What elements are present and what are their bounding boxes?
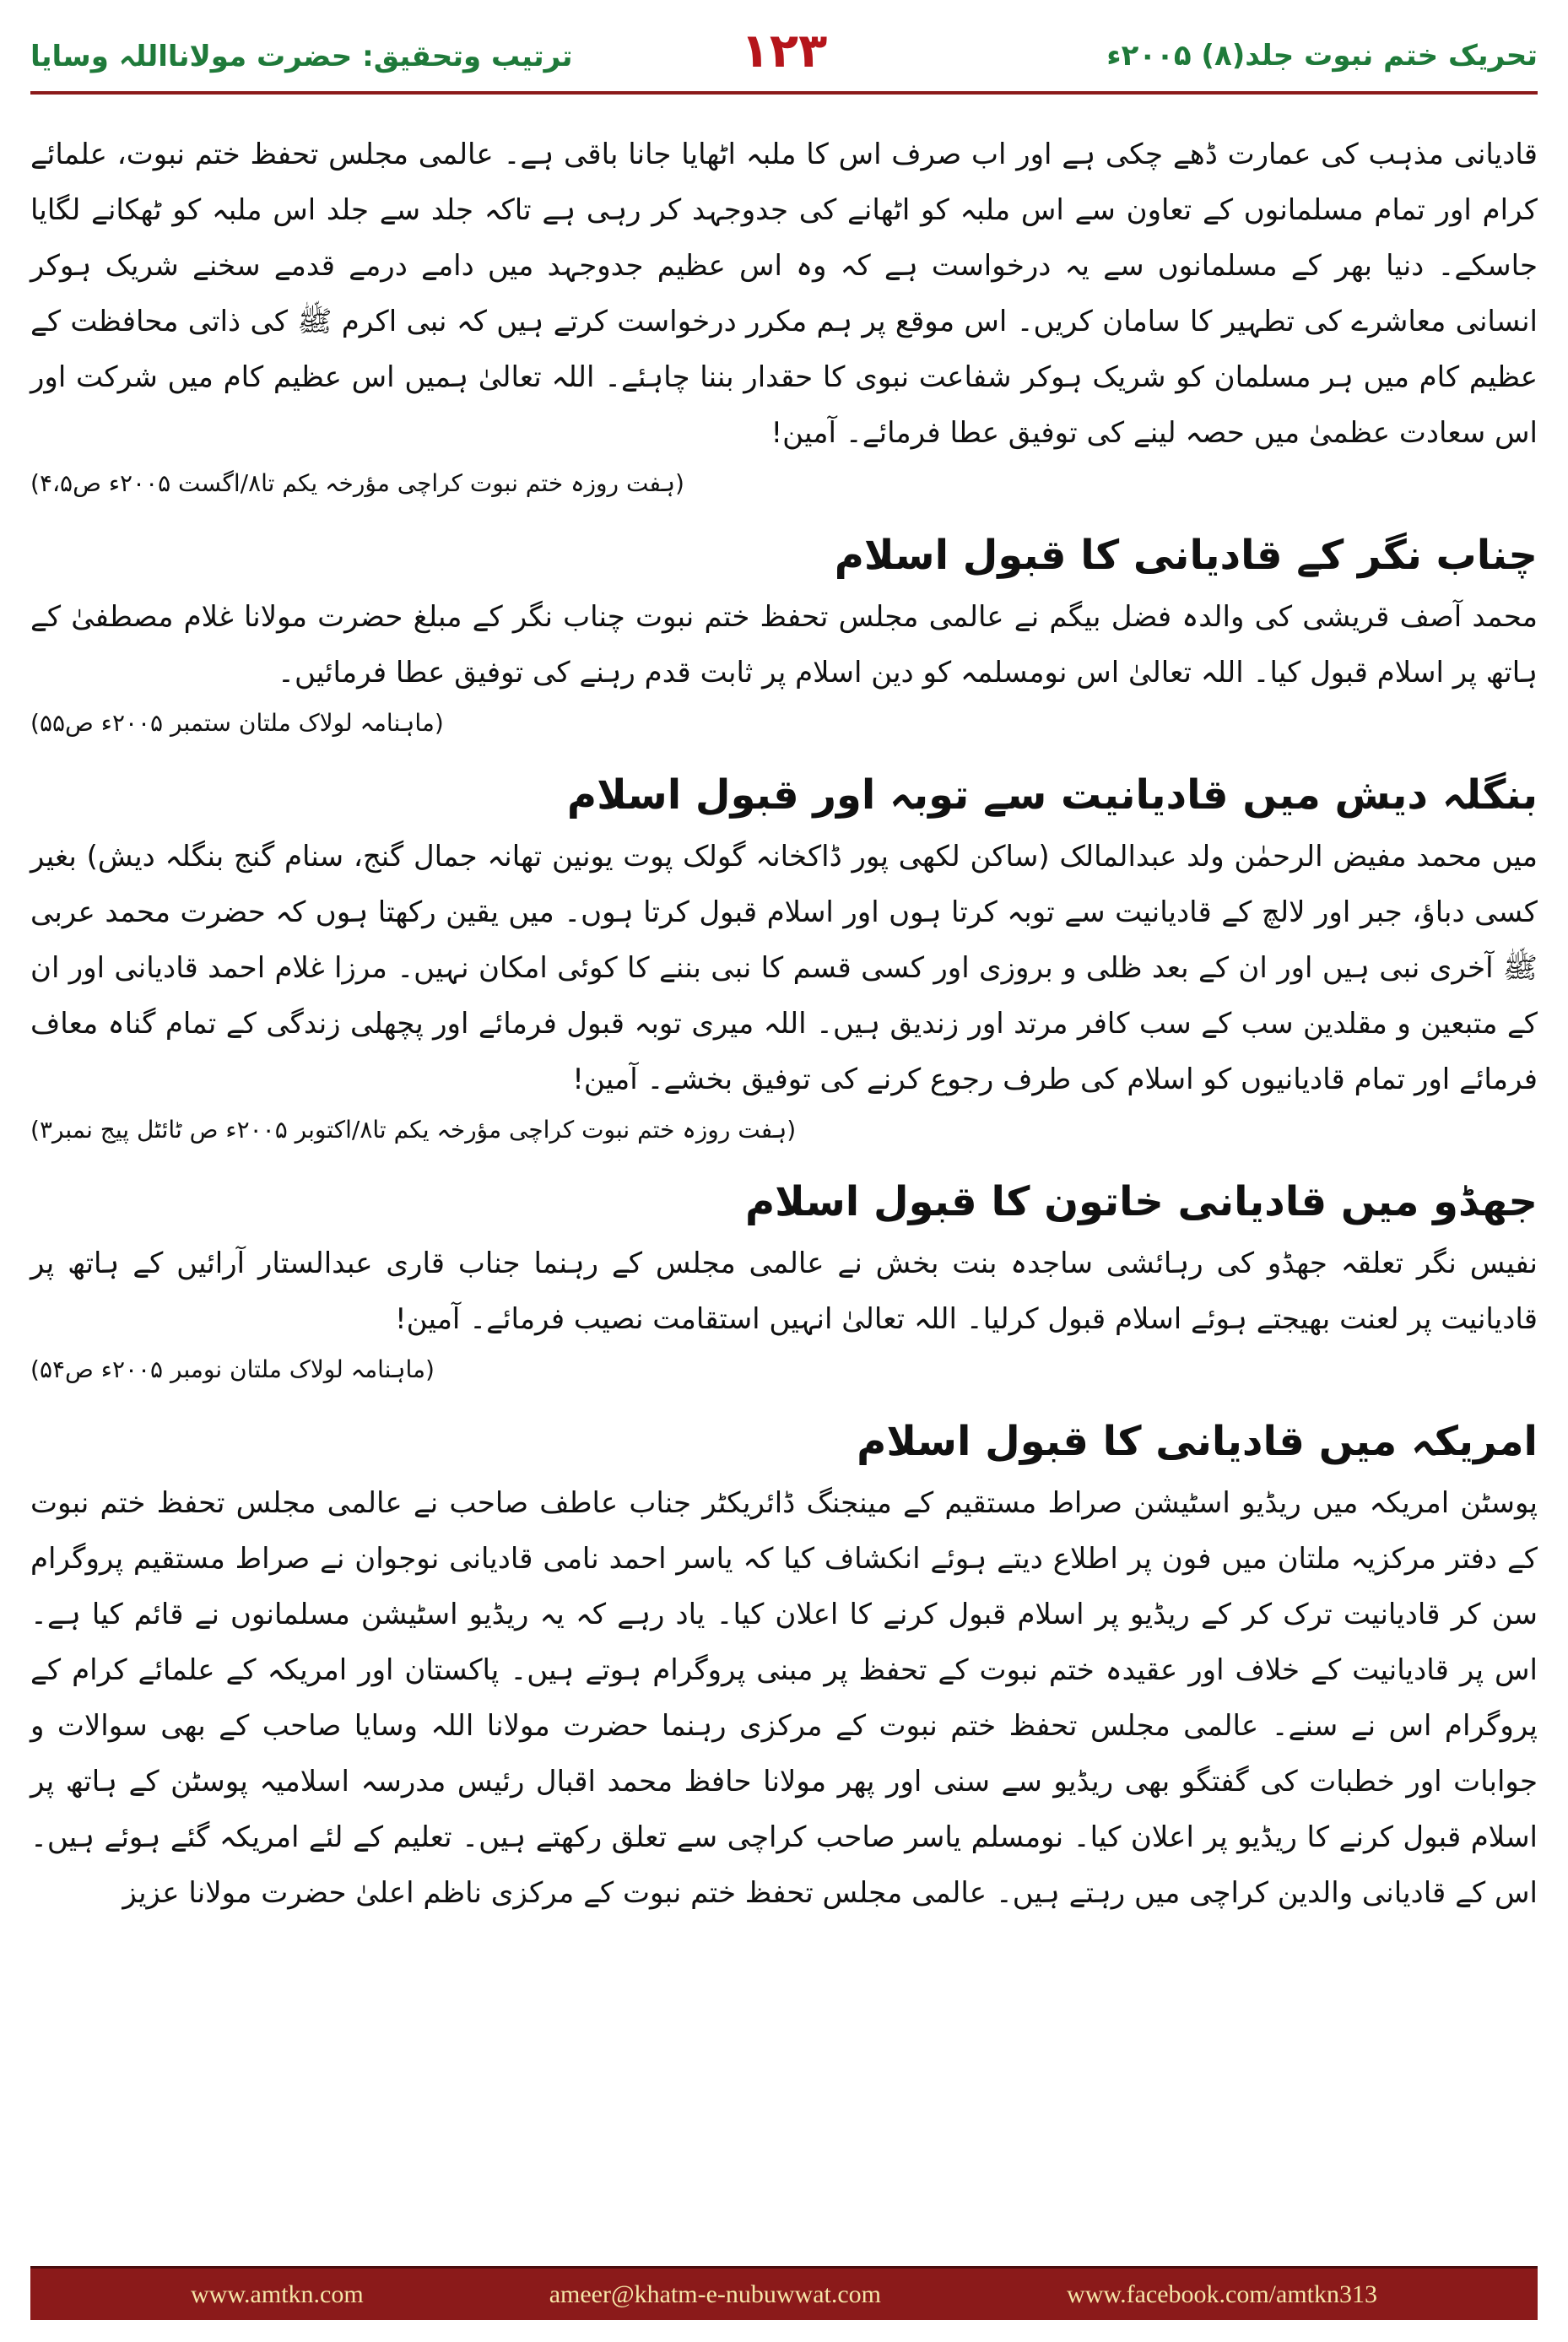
page-number: ۱۲۳ (740, 24, 828, 78)
section-paragraph-jhuddo: نفیس نگر تعلقہ جھڈو کی رہائشی ساجدہ بنت بخش نے عالمی مجلس کے رہنما جناب قاری عبدالستار آرائیں کے ہاتھ پر قادیانیت پر لعنت بھیجتے ہوئے اسلام قبول کرلیا۔ اللہ تعالیٰ انہیں استقامت نصیب فرمائے۔ آمین! (30, 1247, 1538, 1336)
page-content (30, 127, 1538, 2241)
intro-paragraph: قادیانی مذہب کی عمارت ڈھے چکی ہے اور اب صرف اس کا ملبہ اٹھایا جانا باقی ہے۔ عالمی مجلس تحفظ ختم نبوت، علمائے کرام اور تمام مسلمانوں کے تعاون سے اس ملبہ کو اٹھانے کی جدوجہد کر رہی ہے تاکہ جلد سے جلد اس ملبہ کو ٹھکانے لگایا جاسکے۔ دنیا بھر کے مسلمانوں سے یہ درخواست ہے کہ وہ اس عظیم جدوجہد میں دامے درمے قدمے سخنے شریک ہوکر انسانی معاشرے کی تطہیر کا سامان کریں۔ اس موقع پر ہم مکرر درخواست کرتے ہیں کہ نبی اکرم ﷺ کی ذاتی محافظت کے عظیم کام میں ہر مسلمان کو شریک ہوکر شفاعت نبوی کا حقدار بننا چاہئے۔ اللہ تعالیٰ ہمیں اس عظیم کام میں شرکت اور اس سعادت عظمیٰ میں حصہ لینے کی توفیق عطا فرمائے۔ آمین! (30, 138, 1538, 450)
header-divider (30, 91, 1538, 95)
section-citation-bangladesh: (ہفت روزہ ختم نبوت کراچی مؤرخہ یکم تا۸/اکتوبر ۲۰۰۵ء ص ٹائٹل پیج نمبر۳) (30, 1116, 797, 1144)
section-heading-america: امریکہ میں قادیانی کا قبول اسلام (857, 1418, 1538, 1465)
intro-citation: (ہفت روزہ ختم نبوت کراچی مؤرخہ یکم تا۸/اگست ۲۰۰۵ء ص۴،۵) (30, 469, 684, 497)
page-footer (30, 2266, 1538, 2320)
compiler-credit: ترتیب وتحقیق: حضرت مولانااللہ وسایا (30, 40, 573, 73)
section-paragraph-chenab-nagar: محمد آصف قریشی کی والدہ فضل بیگم نے عالمی مجلس تحفظ ختم نبوت چناب نگر کے مبلغ حضرت مولانا غلام مصطفیٰ کے ہاتھ پر اسلام قبول کیا۔ اللہ تعالیٰ اس نومسلمہ کو دین اسلام پر ثابت قدم رہنے کی توفیق عطا فرمائیں۔ (30, 600, 1538, 690)
book-title: تحریک ختم نبوت جلد(۸) ۲۰۰۵ء (1106, 39, 1538, 73)
page-header (30, 20, 1538, 88)
facebook-link[interactable]: www.facebook.com/amtkn313 (1067, 2280, 1377, 2308)
section-citation-chenab-nagar: (ماہنامہ لولاک ملتان ستمبر ۲۰۰۵ء ص۵۵) (30, 709, 444, 737)
section-heading-chenab-nagar: چناب نگر کے قادیانی کا قبول اسلام (834, 532, 1538, 579)
section-paragraph-america: پوسٹن امریکہ میں ریڈیو اسٹیشن صراط مستقیم کے مینجنگ ڈائریکٹر جناب عاطف صاحب نے عالمی مجلس تحفظ ختم نبوت کے دفتر مرکزیہ ملتان میں فون پر اطلاع دیتے ہوئے انکشاف کیا کہ یاسر احمد نامی قادیانی نوجوان نے صراط مستقیم پروگرام سن کر قادیانیت ترک کر کے ریڈیو پر اسلام قبول کرنے کا اعلان کیا۔ یاد رہے کہ یہ ریڈیو اسٹیشن مسلمانوں نے قائم کیا ہے۔ اس پر قادیانیت کے خلاف اور عقیدہ ختم نبوت کے تحفظ پر مبنی پروگرام ہوتے ہیں۔ پاکستان اور امریکہ کے علمائے کرام کے پروگرام اس نے سنے۔ عالمی مجلس تحفظ ختم نبوت کے مرکزی رہنما حضرت مولانا اللہ وسایا صاحب کے بھی سوالات و جوابات اور خطبات کی گفتگو بھی ریڈیو سے سنی اور پھر مولانا حافظ محمد اقبال رئیس مدرسہ اسلامیہ پوسٹن کے ہاتھ پر اسلام قبول کرنے کا ریڈیو پر اعلان کیا۔ نومسلم یاسر صاحب کراچی سے تعلق رکھتے ہیں۔ تعلیم کے لئے امریکہ گئے ہوئے ہیں۔ اس کے قادیانی والدین کراچی میں رہتے ہیں۔ عالمی مجلس تحفظ ختم نبوت کے مرکزی ناظم اعلیٰ حضرت مولانا عزیز (30, 1486, 1538, 1910)
email-link[interactable]: ameer@khatm-e-nubuwwat.com (549, 2280, 882, 2308)
section-citation-jhuddo: (ماہنامہ لولاک ملتان نومبر ۲۰۰۵ء ص۵۴) (30, 1355, 435, 1383)
website-link[interactable]: www.amtkn.com (191, 2280, 364, 2308)
section-heading-bangladesh: بنگلہ دیش میں قادیانیت سے توبہ اور قبول اسلام (566, 771, 1538, 819)
section-heading-jhuddo: جھڈو میں قادیانی خاتون کا قبول اسلام (744, 1178, 1538, 1225)
section-paragraph-bangladesh: میں محمد مفیض الرحمٰن ولد عبدالمالک (ساکن لکھی پور ڈاکخانہ گولک پوت یونین تھانہ جمال گنج، سنام گنج بنگلہ دیش) بغیر کسی دباؤ، جبر اور لالچ کے قادیانیت سے توبہ کرتا ہوں اور اسلام قبول کرتا ہوں۔ میں یقین رکھتا ہوں کہ حضرت محمد عربی ﷺ آخری نبی ہیں اور ان کے بعد ظلی و بروزی اور کسی قسم کا نبی بننے کا کوئی امکان نہیں۔ مرزا غلام احمد قادیانی اور ان کے متبعین و مقلدین سب کے سب کافر مرتد اور زندیق ہیں۔ اللہ میری توبہ قبول فرمائے اور پچھلی زندگی کے تمام گناہ معاف فرمائے اور تمام قادیانیوں کو اسلام کی طرف رجوع کرنے کی توفیق بخشے۔ آمین! (30, 840, 1538, 1096)
